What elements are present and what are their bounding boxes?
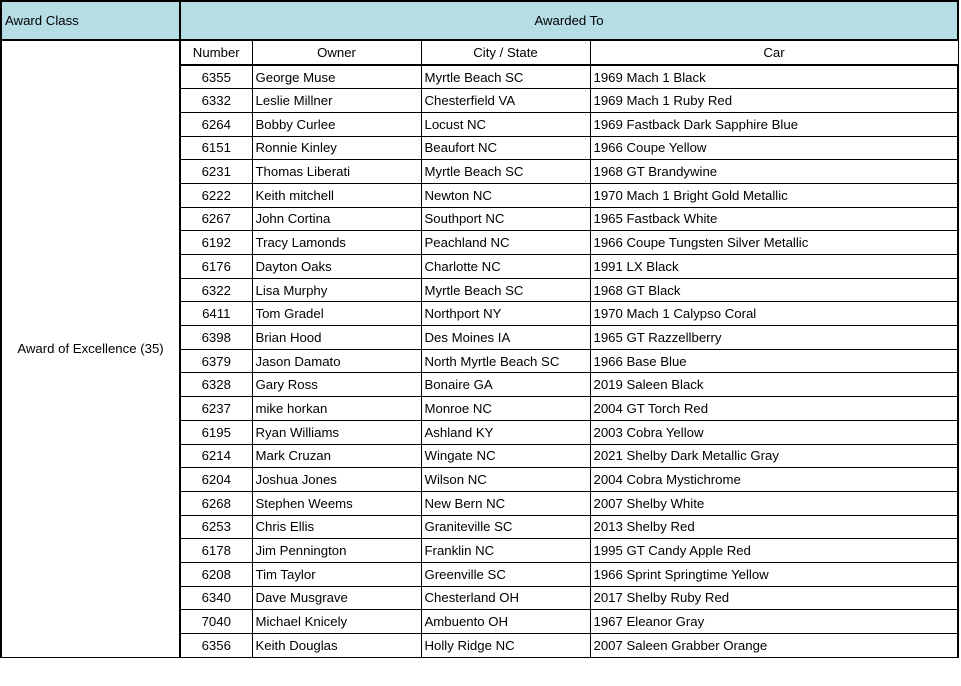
car-cell: 2019 Saleen Black xyxy=(590,373,958,397)
owner-cell: Ronnie Kinley xyxy=(252,136,421,160)
car-cell: 2003 Cobra Yellow xyxy=(590,420,958,444)
number-cell: 6411 xyxy=(180,302,252,326)
owner-cell: Ryan Williams xyxy=(252,420,421,444)
owner-cell: Leslie Millner xyxy=(252,89,421,113)
owner-cell: Dave Musgrave xyxy=(252,586,421,610)
car-cell: 1995 GT Candy Apple Red xyxy=(590,539,958,563)
car-cell: 1966 Sprint Springtime Yellow xyxy=(590,562,958,586)
number-cell: 7040 xyxy=(180,610,252,634)
owner-cell: Mark Cruzan xyxy=(252,444,421,468)
owner-cell: Tracy Lamonds xyxy=(252,231,421,255)
city-state-cell: Northport NY xyxy=(421,302,590,326)
city-state-cell: Ashland KY xyxy=(421,420,590,444)
car-cell: 2017 Shelby Ruby Red xyxy=(590,586,958,610)
number-cell: 6214 xyxy=(180,444,252,468)
city-state-cell: Bonaire GA xyxy=(421,373,590,397)
owner-cell: Jason Damato xyxy=(252,349,421,373)
number-cell: 6151 xyxy=(180,136,252,160)
city-state-cell: Myrtle Beach SC xyxy=(421,65,590,89)
table-body xyxy=(1,40,958,657)
number-cell: 6322 xyxy=(180,278,252,302)
owner-cell: Michael Knicely xyxy=(252,610,421,634)
city-state-cell: Myrtle Beach SC xyxy=(421,278,590,302)
car-cell: 1970 Mach 1 Calypso Coral xyxy=(590,302,958,326)
number-cell: 6328 xyxy=(180,373,252,397)
city-state-cell: North Myrtle Beach SC xyxy=(421,349,590,373)
owner-cell: Tom Gradel xyxy=(252,302,421,326)
number-cell: 6340 xyxy=(180,586,252,610)
number-cell: 6231 xyxy=(180,160,252,184)
number-cell: 6267 xyxy=(180,207,252,231)
city-state-column-header: City / State xyxy=(421,40,590,65)
owner-cell: Keith Douglas xyxy=(252,634,421,658)
car-cell: 2004 Cobra Mystichrome xyxy=(590,468,958,492)
owner-cell: Thomas Liberati xyxy=(252,160,421,184)
car-cell: 2013 Shelby Red xyxy=(590,515,958,539)
city-state-cell: Charlotte NC xyxy=(421,255,590,279)
car-cell: 2007 Saleen Grabber Orange xyxy=(590,634,958,658)
column-header-row xyxy=(1,40,958,65)
city-state-cell: Peachland NC xyxy=(421,231,590,255)
owner-cell: Jim Pennington xyxy=(252,539,421,563)
car-cell: 1967 Eleanor Gray xyxy=(590,610,958,634)
owner-cell: Keith mitchell xyxy=(252,183,421,207)
number-cell: 6178 xyxy=(180,539,252,563)
owner-cell: Tim Taylor xyxy=(252,562,421,586)
city-state-cell: Ambuento OH xyxy=(421,610,590,634)
awarded-to-header: Awarded To xyxy=(180,1,958,40)
number-cell: 6237 xyxy=(180,397,252,421)
city-state-cell: Greenville SC xyxy=(421,562,590,586)
car-cell: 1968 GT Black xyxy=(590,278,958,302)
number-cell: 6379 xyxy=(180,349,252,373)
award-class-header: Award Class xyxy=(1,1,180,40)
owner-cell: Dayton Oaks xyxy=(252,255,421,279)
city-state-cell: Graniteville SC xyxy=(421,515,590,539)
owner-cell: Brian Hood xyxy=(252,326,421,350)
car-cell: 1969 Mach 1 Black xyxy=(590,65,958,89)
city-state-cell: Monroe NC xyxy=(421,397,590,421)
city-state-cell: New Bern NC xyxy=(421,491,590,515)
car-cell: 1966 Coupe Tungsten Silver Metallic xyxy=(590,231,958,255)
car-cell: 1970 Mach 1 Bright Gold Metallic xyxy=(590,183,958,207)
award-class-cell: Award of Excellence (35) xyxy=(1,40,180,657)
car-cell: 1965 Fastback White xyxy=(590,207,958,231)
car-cell: 2007 Shelby White xyxy=(590,491,958,515)
number-cell: 6398 xyxy=(180,326,252,350)
number-cell: 6208 xyxy=(180,562,252,586)
owner-cell: George Muse xyxy=(252,65,421,89)
city-state-cell: Wilson NC xyxy=(421,468,590,492)
owner-cell: Lisa Murphy xyxy=(252,278,421,302)
city-state-cell: Holly Ridge NC xyxy=(421,634,590,658)
car-cell: 1966 Base Blue xyxy=(590,349,958,373)
number-cell: 6204 xyxy=(180,468,252,492)
owner-cell: Gary Ross xyxy=(252,373,421,397)
city-state-cell: Southport NC xyxy=(421,207,590,231)
city-state-cell: Wingate NC xyxy=(421,444,590,468)
car-cell: 1991 LX Black xyxy=(590,255,958,279)
number-cell: 6176 xyxy=(180,255,252,279)
number-cell: 6222 xyxy=(180,183,252,207)
car-cell: 2021 Shelby Dark Metallic Gray xyxy=(590,444,958,468)
city-state-cell: Franklin NC xyxy=(421,539,590,563)
city-state-cell: Locust NC xyxy=(421,112,590,136)
city-state-cell: Chesterland OH xyxy=(421,586,590,610)
number-cell: 6355 xyxy=(180,65,252,89)
car-column-header: Car xyxy=(590,40,958,65)
city-state-cell: Beaufort NC xyxy=(421,136,590,160)
owner-cell: Bobby Curlee xyxy=(252,112,421,136)
city-state-cell: Newton NC xyxy=(421,183,590,207)
city-state-cell: Chesterfield VA xyxy=(421,89,590,113)
number-cell: 6192 xyxy=(180,231,252,255)
number-cell: 6332 xyxy=(180,89,252,113)
car-cell: 2004 GT Torch Red xyxy=(590,397,958,421)
city-state-cell: Des Moines IA xyxy=(421,326,590,350)
owner-cell: John Cortina xyxy=(252,207,421,231)
number-cell: 6253 xyxy=(180,515,252,539)
city-state-cell: Myrtle Beach SC xyxy=(421,160,590,184)
car-cell: 1969 Mach 1 Ruby Red xyxy=(590,89,958,113)
car-cell: 1968 GT Brandywine xyxy=(590,160,958,184)
owner-cell: mike horkan xyxy=(252,397,421,421)
number-cell: 6195 xyxy=(180,420,252,444)
number-cell: 6268 xyxy=(180,491,252,515)
car-cell: 1965 GT Razzellberry xyxy=(590,326,958,350)
owner-cell: Stephen Weems xyxy=(252,491,421,515)
owner-cell: Chris Ellis xyxy=(252,515,421,539)
car-cell: 1966 Coupe Yellow xyxy=(590,136,958,160)
number-column-header: Number xyxy=(180,40,252,65)
owner-column-header: Owner xyxy=(252,40,421,65)
number-cell: 6356 xyxy=(180,634,252,658)
number-cell: 6264 xyxy=(180,112,252,136)
owner-cell: Joshua Jones xyxy=(252,468,421,492)
car-cell: 1969 Fastback Dark Sapphire Blue xyxy=(590,112,958,136)
